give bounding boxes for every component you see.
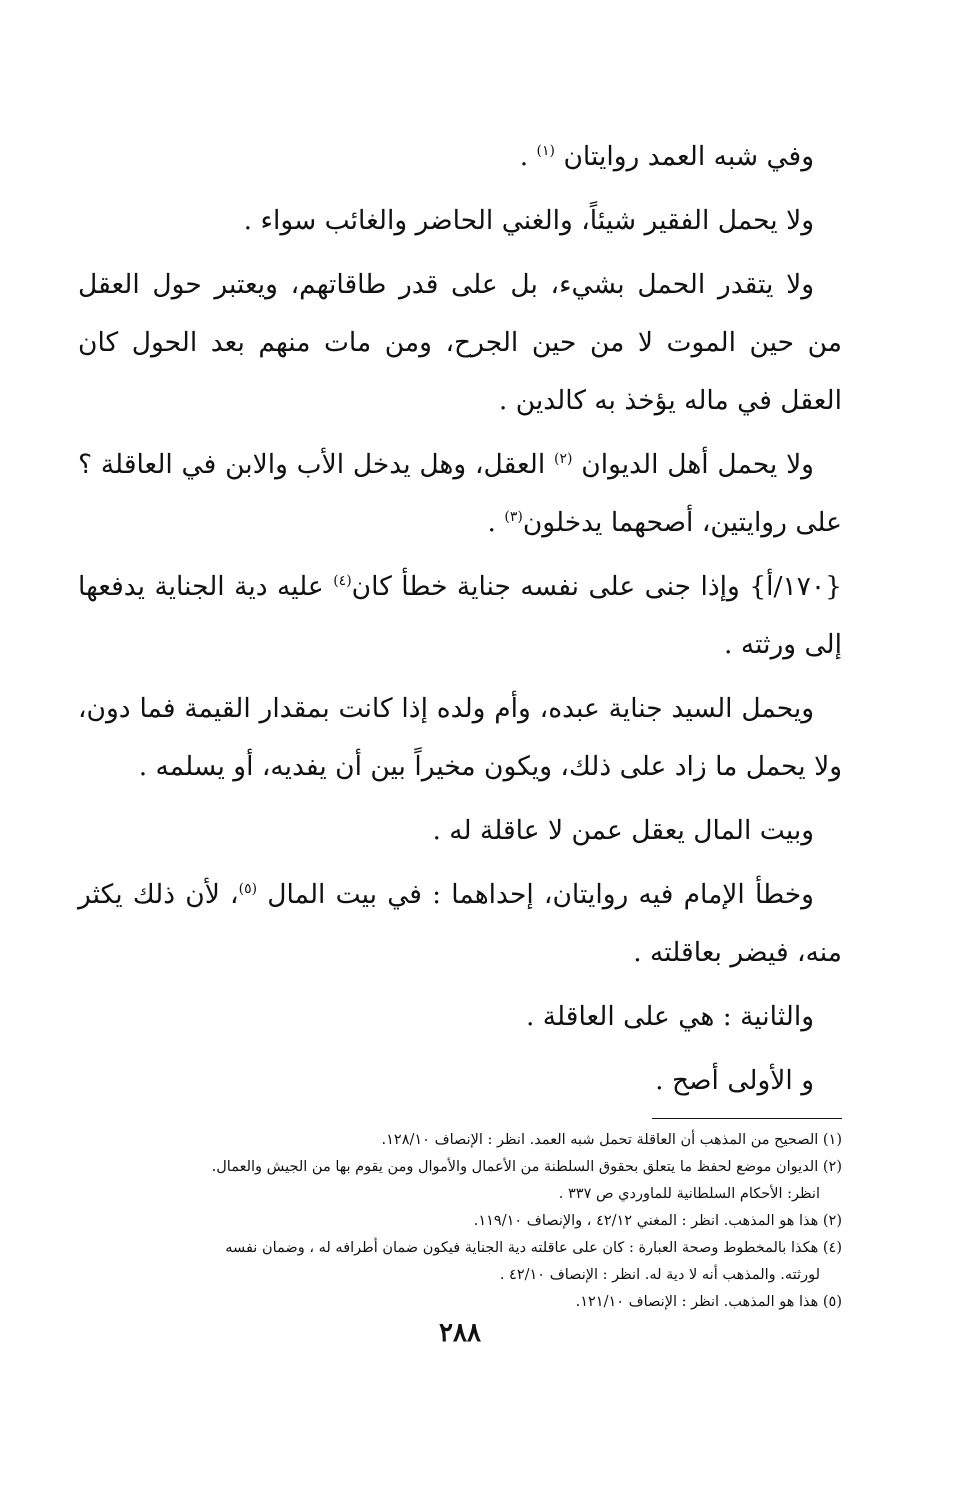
paragraph-8-text: وخطأ الإمام فيه روايتان، إحداهما : في بيت المال [267,879,814,910]
paragraph-8 [78,866,842,982]
paragraph-1 [78,128,842,186]
paragraph-1-text: وفي شبه العمد روايتان [563,141,814,172]
paragraph-3-text: ولا يتقدر الحمل بشيء، بل على قدر طاقاتهم، ويعتبر حول العقل من حين الموت لا من حين الجرح، ومن مات منهم بعد الحول كان العقل في ماله يؤخذ به كالدين . [78,269,842,416]
paragraph-10-text: و الأولى أصح . [655,1065,814,1096]
footnote-5-text: (٥) هذا هو المذهب. انظر : الإنصاف ١٢١/١٠. [575,1294,842,1310]
footnote-2-text: (٢) الديوان موضع لحفظ ما يتعلق بحقوق السلطنة من الأعمال والأموال ومن يقوم بها من الجيش والعمال. [211,1159,842,1175]
paragraph-4-text: ولا يحمل أهل الديوان [581,449,814,480]
paragraph-2-text: ولا يحمل الفقير شيئاً، والغني الحاضر والغائب سواء . [243,205,814,236]
footnote-1 [78,1127,842,1154]
footnote-2 [78,1154,842,1208]
paragraph-6 [78,680,842,796]
paragraph-9-text: والثانية : هي على العاقلة . [525,1001,814,1032]
paragraph-10 [78,1052,842,1110]
paragraph-6-text: ويحمل السيد جناية عبده، وأم ولده إذا كانت بمقدار القيمة فما دون، ولا يحمل ما زاد على ذلك، ويكون مخيراً بين أن يفديه، أو يسلمه . [78,693,842,782]
document-page [78,128,842,1468]
footnote-1-text: (١) الصحيح من المذهب أن العاقلة تحمل شبه العمد. انظر : الإنصاف ١٢٨/١٠. [381,1132,842,1148]
paragraph-5-tail: عليه دية الجناية يدفعها إلى ورثته . [78,571,842,660]
paragraph-4-middle: العقل، وهل يدخل الأب والابن في العاقلة ؟ على روايتين، أصحهما يدخلون [78,449,842,538]
footnote-3 [78,1208,842,1235]
footnote-ref-3: (٣) [504,509,523,526]
paragraph-5 [78,558,842,674]
paragraph-9 [78,988,842,1046]
footnote-4-continuation: لورثته. والمذهب أنه لا دية له. انظر : الإنصاف ٤٢/١٠ . [499,1267,820,1283]
footnote-3-text: (٢) هذا هو المذهب. انظر : المغني ٤٢/١٢ ، والإنصاف ١١٩/١٠. [473,1213,842,1229]
footnote-ref-4: (٤) [333,573,352,590]
page-number: ٢٨٨ [439,1318,481,1348]
paragraph-8-tail: ، لأن ذلك يكثر منه، فيضر بعاقلته . [78,879,842,968]
footnote-ref-1: (١) [536,143,556,160]
footnote-ref-2: (٢) [554,451,573,468]
paragraph-7 [78,802,842,860]
paragraph-4 [78,436,842,552]
paragraph-4-tail: . [487,507,496,538]
footnote-4 [78,1235,842,1289]
paragraph-7-text: وبيت المال يعقل عمن لا عاقلة له . [432,815,814,846]
footnotes-section [78,1127,842,1316]
paragraph-1-tail: . [519,141,537,172]
paragraph-5-text: {١٧٠/أ} وإذا جنى على نفسه جناية خطأ كان [351,571,842,602]
paragraph-3 [78,256,842,430]
footnote-separator [652,1118,842,1119]
paragraph-2 [78,192,842,250]
footnote-5 [78,1289,842,1316]
footnote-4-text: (٤) هكذا بالمخطوط وصحة العبارة : كان على عاقلته دية الجناية فيكون ضمان أطرافه له ، وضمان نفسه [225,1240,842,1256]
footnote-2-continuation: انظر: الأحكام السلطانية للماوردي ص ٣٣٧ . [558,1186,820,1202]
main-text [78,128,842,1110]
footnote-ref-5: (٥) [238,881,258,898]
